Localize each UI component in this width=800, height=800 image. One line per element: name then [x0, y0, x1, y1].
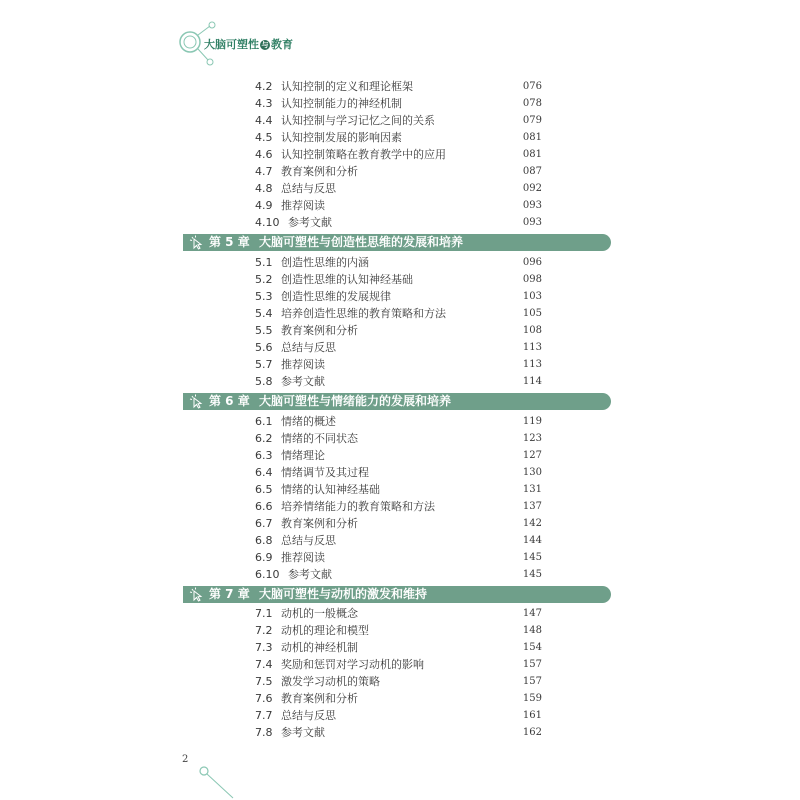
- page-number: 157: [522, 659, 542, 670]
- section-title: 动机的理论和模型: [281, 624, 369, 637]
- book-title: [204, 36, 293, 52]
- section-number: 6.6: [255, 500, 273, 513]
- toc-entry[interactable]: [255, 197, 542, 214]
- section-title: 认知控制能力的神经机制: [281, 97, 402, 110]
- section-number: 4.7: [255, 165, 273, 178]
- toc-entry[interactable]: [255, 447, 542, 464]
- section-number: 7.7: [255, 709, 273, 722]
- section-number: 4.4: [255, 114, 273, 127]
- chapter-title: 大脑可塑性与创造性思维的发展和培养: [259, 235, 464, 249]
- section-number: 5.6: [255, 341, 273, 354]
- section-title: 情绪的不同状态: [281, 432, 358, 445]
- section-title: 推荐阅读: [281, 358, 325, 371]
- page-number: 154: [522, 642, 542, 653]
- section-title: 培养创造性思维的教育策略和方法: [281, 307, 446, 320]
- section-title: 情绪调节及其过程: [281, 466, 369, 479]
- section-number: 4.5: [255, 131, 273, 144]
- section-number: 6.7: [255, 517, 273, 530]
- toc-entry[interactable]: [255, 163, 542, 180]
- section-number: 6.2: [255, 432, 273, 445]
- page-number: 113: [522, 359, 542, 370]
- section-number: 5.5: [255, 324, 273, 337]
- page-number: 144: [522, 535, 542, 546]
- section-title: 认知控制发展的影响因素: [281, 131, 402, 144]
- chapter-label: 第 6 章: [209, 394, 250, 408]
- toc-entry[interactable]: [255, 430, 542, 447]
- page-number: 145: [522, 569, 542, 580]
- section-title: 情绪的认知神经基础: [281, 483, 380, 496]
- toc-entry[interactable]: [255, 271, 542, 288]
- toc-entry[interactable]: [255, 146, 542, 163]
- page-number: 147: [522, 608, 542, 619]
- toc-entry[interactable]: [255, 413, 542, 430]
- section-number: 5.1: [255, 256, 273, 269]
- section-title: 奖励和惩罚对学习动机的影响: [281, 658, 424, 671]
- toc-entry[interactable]: [255, 515, 542, 532]
- book-title-connector: 与: [261, 41, 269, 49]
- toc-entry[interactable]: [255, 498, 542, 515]
- page-number: 148: [522, 625, 542, 636]
- section-number: 7.2: [255, 624, 273, 637]
- toc-entry[interactable]: [255, 707, 542, 724]
- section-number: 5.3: [255, 290, 273, 303]
- page-number: 081: [522, 149, 542, 160]
- page-number: 162: [522, 727, 542, 738]
- page-number: 105: [522, 308, 542, 319]
- page-number: 079: [522, 115, 542, 126]
- page-number: 113: [522, 342, 542, 353]
- toc-entry[interactable]: [255, 724, 542, 741]
- section-number: 6.3: [255, 449, 273, 462]
- section-number: 4.8: [255, 182, 273, 195]
- section-number: 4.3: [255, 97, 273, 110]
- section-title: 参考文献: [288, 216, 332, 229]
- toc-entry[interactable]: [255, 180, 542, 197]
- toc-entry[interactable]: [255, 673, 542, 690]
- section-title: 动机的一般概念: [281, 607, 358, 620]
- toc-entry[interactable]: [255, 481, 542, 498]
- page-number: 130: [522, 467, 542, 478]
- chapter-heading[interactable]: [183, 586, 611, 603]
- section-number: 4.6: [255, 148, 273, 161]
- toc-entry[interactable]: [255, 214, 542, 231]
- section-number: 4.2: [255, 80, 273, 93]
- toc-entry[interactable]: [255, 288, 542, 305]
- section-title: 情绪理论: [281, 449, 325, 462]
- section-title: 动机的神经机制: [281, 641, 358, 654]
- section-title: 总结与反思: [281, 534, 336, 547]
- toc-entry[interactable]: [255, 305, 542, 322]
- section-title: 激发学习动机的策略: [281, 675, 380, 688]
- page-number: 114: [522, 376, 542, 387]
- section-number: 7.5: [255, 675, 273, 688]
- chapter-heading[interactable]: [183, 234, 611, 251]
- page-number: 081: [522, 132, 542, 143]
- section-title: 创造性思维的认知神经基础: [281, 273, 413, 286]
- book-title-part2: 教育: [271, 38, 293, 51]
- toc-entry[interactable]: [255, 532, 542, 549]
- chapter-title: 大脑可塑性与情绪能力的发展和培养: [259, 394, 452, 408]
- page-number: 096: [522, 257, 542, 268]
- toc-entry[interactable]: [255, 690, 542, 707]
- chapter-heading[interactable]: [183, 393, 611, 410]
- toc-entry[interactable]: [255, 464, 542, 481]
- page-number: 092: [522, 183, 542, 194]
- section-number: 5.2: [255, 273, 273, 286]
- page-number: 108: [522, 325, 542, 336]
- page-number: 145: [522, 552, 542, 563]
- chapter-label: 第 5 章: [209, 235, 250, 249]
- toc-entry[interactable]: [255, 129, 542, 146]
- section-title: 推荐阅读: [281, 199, 325, 212]
- section-title: 教育案例和分析: [281, 517, 358, 530]
- page-number: 131: [522, 484, 542, 495]
- toc-entry[interactable]: [255, 639, 542, 656]
- section-title: 推荐阅读: [281, 551, 325, 564]
- cursor-pointer-icon: [189, 394, 205, 409]
- toc-entry[interactable]: [255, 373, 542, 390]
- section-title: 总结与反思: [281, 182, 336, 195]
- page-number: 093: [522, 200, 542, 211]
- section-title: 培养情绪能力的教育策略和方法: [281, 500, 435, 513]
- page-number: 119: [522, 416, 542, 427]
- toc-entry[interactable]: [255, 254, 542, 271]
- section-number: 7.6: [255, 692, 273, 705]
- page-number: 137: [522, 501, 542, 512]
- section-number: 4.9: [255, 199, 273, 212]
- toc-entry[interactable]: [255, 605, 542, 622]
- page-number: 161: [522, 710, 542, 721]
- toc-entry[interactable]: [255, 549, 542, 566]
- toc-entry[interactable]: [255, 112, 542, 129]
- folio-page-number: 2: [182, 754, 189, 765]
- section-number: 6.5: [255, 483, 273, 496]
- page-number: 098: [522, 274, 542, 285]
- section-title: 参考文献: [281, 375, 325, 388]
- molecule-circles-icon: [195, 762, 245, 800]
- page-number: 142: [522, 518, 542, 529]
- section-number: 5.7: [255, 358, 273, 371]
- chapter-label: 第 7 章: [209, 587, 250, 601]
- section-number: 6.1: [255, 415, 273, 428]
- section-number: 6.8: [255, 534, 273, 547]
- page-number: 093: [522, 217, 542, 228]
- section-title: 总结与反思: [281, 341, 336, 354]
- toc-entry[interactable]: [255, 566, 542, 583]
- section-number: 7.3: [255, 641, 273, 654]
- section-title: 参考文献: [288, 568, 332, 581]
- section-title: 教育案例和分析: [281, 692, 358, 705]
- toc-entry[interactable]: [255, 656, 542, 673]
- toc-entry[interactable]: [255, 78, 542, 95]
- toc-entry[interactable]: [255, 622, 542, 639]
- section-title: 认知控制与学习记忆之间的关系: [281, 114, 435, 127]
- section-title: 参考文献: [281, 726, 325, 739]
- book-title-part1: 大脑可塑性: [204, 38, 259, 51]
- toc-entry[interactable]: [255, 322, 542, 339]
- page-number: 159: [522, 693, 542, 704]
- section-title: 创造性思维的内涵: [281, 256, 369, 269]
- chapter-title: 大脑可塑性与动机的激发和维持: [259, 587, 428, 601]
- cursor-pointer-icon: [189, 587, 205, 602]
- cursor-pointer-icon: [189, 235, 205, 250]
- section-number: 6.4: [255, 466, 273, 479]
- section-number: 7.1: [255, 607, 273, 620]
- section-title: 认知控制的定义和理论框架: [281, 80, 413, 93]
- toc-entry[interactable]: [255, 339, 542, 356]
- page-number: 076: [522, 81, 542, 92]
- section-title: 总结与反思: [281, 709, 336, 722]
- section-title: 情绪的概述: [281, 415, 336, 428]
- section-title: 教育案例和分析: [281, 165, 358, 178]
- section-title: 教育案例和分析: [281, 324, 358, 337]
- section-number: 5.8: [255, 375, 273, 388]
- section-number: 4.10: [255, 216, 280, 229]
- section-number: 7.8: [255, 726, 273, 739]
- section-number: 6.9: [255, 551, 273, 564]
- page-number: 157: [522, 676, 542, 687]
- section-title: 创造性思维的发展规律: [281, 290, 391, 303]
- section-number: 7.4: [255, 658, 273, 671]
- page-number: 123: [522, 433, 542, 444]
- page-number: 078: [522, 98, 542, 109]
- section-number: 5.4: [255, 307, 273, 320]
- page-number: 103: [522, 291, 542, 302]
- page-number: 127: [522, 450, 542, 461]
- page-number: 087: [522, 166, 542, 177]
- section-title: 认知控制策略在教育教学中的应用: [281, 148, 446, 161]
- toc-entry[interactable]: [255, 356, 542, 373]
- toc-entry[interactable]: [255, 95, 542, 112]
- section-number: 6.10: [255, 568, 280, 581]
